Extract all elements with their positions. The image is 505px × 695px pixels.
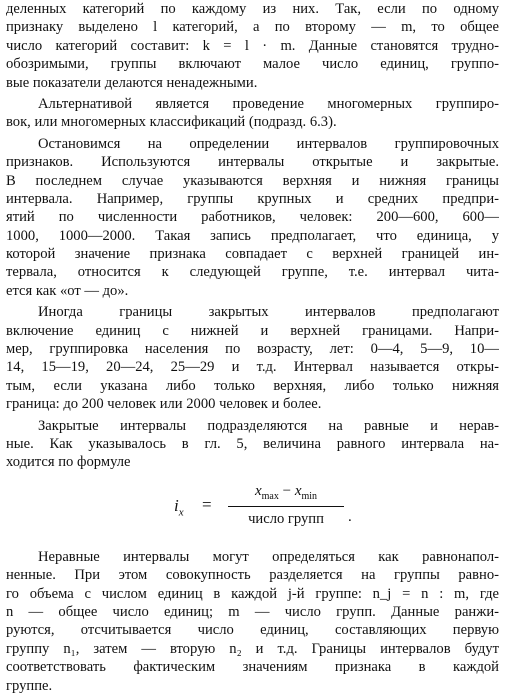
paragraph-1 [6, 0, 499, 92]
text-line: вок, или многомерных классификаций (подразд. 6.3). [6, 114, 337, 131]
interval-formula [6, 478, 499, 542]
text-line: обозримыми, группы включают малое число единиц, группо- [6, 56, 499, 73]
text-line: руются, отсчитывается число единиц, составляющих первую [6, 622, 499, 639]
text-line: ятий по численности работников, человек: 200—600, 600— [6, 209, 499, 226]
paragraph-3 [6, 135, 499, 301]
text-line: Закрытые интервалы подразделяются на равные и нерав- [38, 417, 499, 434]
text-line: В последнем случае указываются верхняя и нижняя границы [6, 172, 499, 189]
formula-lhs: $i_x$ [174, 495, 184, 519]
text-line: деленных категорий по каждому из них. Так, если по одному [6, 1, 499, 17]
text-line: интервала. Например, группы крупных и средних предпри- [6, 190, 499, 207]
text-line: ходится по формуле [6, 454, 131, 471]
text-line: ные. Как указывалось в гл. 5, величина равного интервала на- [6, 435, 499, 452]
document-page [6, 0, 499, 695]
text-line: Альтернативой является проведение многомерных группиро- [38, 95, 499, 112]
formula-denominator: число групп [248, 510, 324, 527]
formula-equals: = [202, 494, 212, 514]
text-line: ненные. При этом совокупность разделяется на группы равно- [6, 567, 499, 584]
text-line: ется как «от — до». [6, 282, 129, 299]
fraction-bar [228, 506, 344, 507]
text-line: 1000, 1000—2000. Такая запись предполагает, что единица, у [6, 227, 499, 244]
text-line: включение единиц с нижней и верхней границами. Напри- [6, 322, 499, 339]
paragraph-4 [6, 303, 499, 413]
text-line: тервала, относится к следующей группе, т.е. интервал чита- [6, 264, 499, 281]
text-line: признаков. Используются интервалы открытые и закрытые. [6, 154, 499, 171]
formula-period: . [348, 508, 352, 525]
text-line: Неравные интервалы могут определяться как равнонапол- [38, 548, 499, 565]
formula-numerator: $x_{max} - x_{min}$ [254, 482, 318, 502]
text-line: мер, группировка населения по возрасту, лет: 0—4, 5—9, 10— [6, 341, 499, 358]
text-line: признаку выделено l категорий, а по второму — m, то общее [6, 19, 499, 36]
text-line: вые показатели делаются ненадежными. [6, 74, 258, 91]
text-line: соответствовать фактическим значениям признака в каждой [6, 659, 499, 676]
text-line: группу n₁, затем — вторую n₂ и т.д. Границы интервалов будут [6, 640, 499, 657]
text-line: Иногда границы закрытых интервалов предполагают [38, 304, 499, 321]
text-line: 14, 15—19, 20—24, 25—29 и т.д. Интервал называется откры- [6, 359, 499, 376]
text-line: го объема с числом единиц в каждой j-й группе: n_j = n : m, где [6, 585, 499, 602]
text-line: группе. [6, 677, 53, 694]
paragraph-2 [6, 95, 499, 132]
text-line: число категорий составит: k = l · m. Данные становятся трудно- [6, 37, 499, 54]
paragraph-5 [6, 417, 499, 472]
paragraph-6 [6, 548, 499, 695]
text-line: которой значение признака совпадает с верхней границей ин- [6, 246, 499, 263]
text-line: тым, если указана либо только верхняя, либо только нижняя [6, 377, 499, 394]
text-line: Остановимся на определении интервалов группировочных [38, 135, 499, 152]
text-line: n — общее число единиц; m — число групп. Данные ранжи- [6, 603, 499, 620]
text-line: граница: до 200 человек или 2000 человек и более. [6, 396, 322, 413]
